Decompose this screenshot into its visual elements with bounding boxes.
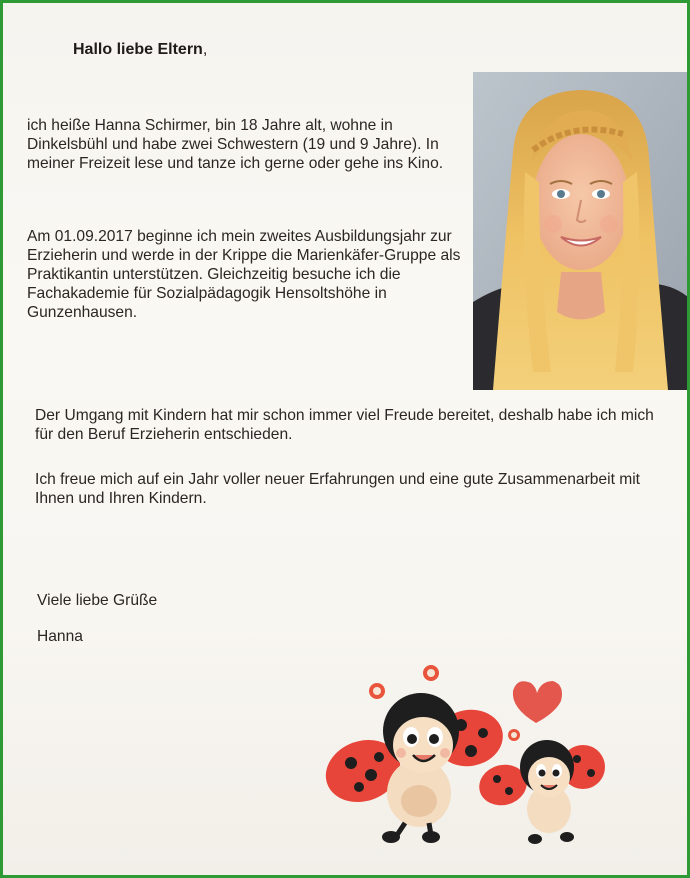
greeting <box>73 40 207 59</box>
ladybug-illustration <box>321 663 611 848</box>
paragraph-intro: ich heiße Hanna Schirmer, bin 18 Jahre alt, wohne in Dinkelsbühl und habe zwei Schwestern (19 und 9 Jahre). In meiner Freizeit lese und tanze ich gerne oder gehe ins Kino. <box>27 117 444 172</box>
greeting-text: Hallo liebe Eltern <box>73 41 203 58</box>
paragraph-training: Am 01.09.2017 beginne ich mein zweites Ausbildungsjahr zur Erzieherin und werde in der Krippe die Marienkäfer-Gruppe als Praktikantin unterstützen. Gleichzeitig besuche ich die Fachakademie für Sozialpädagogik Hensoltshöhe in Gunzenhausen. <box>27 228 461 321</box>
heart-icon <box>513 681 562 723</box>
greeting-comma: , <box>202 41 208 58</box>
portrait-illustration <box>473 72 688 390</box>
closing-line: Viele liebe Grüße <box>37 592 158 609</box>
paragraph-outlook: Ich freue mich auf ein Jahr voller neuer Erfahrungen und eine gute Zusammenarbeit mit Ihnen und Ihren Kindern. <box>35 471 641 507</box>
portrait-photo <box>473 72 688 390</box>
big-ladybug-icon <box>321 693 507 843</box>
paragraph-motivation: Der Umgang mit Kindern hat mir schon immer viel Freude bereitet, deshalb habe ich mich für den Beruf Erzieherin entschieden. <box>35 407 654 443</box>
ladybug-pair-with-heart-icon <box>321 663 611 848</box>
small-ladybug-icon <box>475 740 605 844</box>
signature: Hanna <box>37 628 83 645</box>
